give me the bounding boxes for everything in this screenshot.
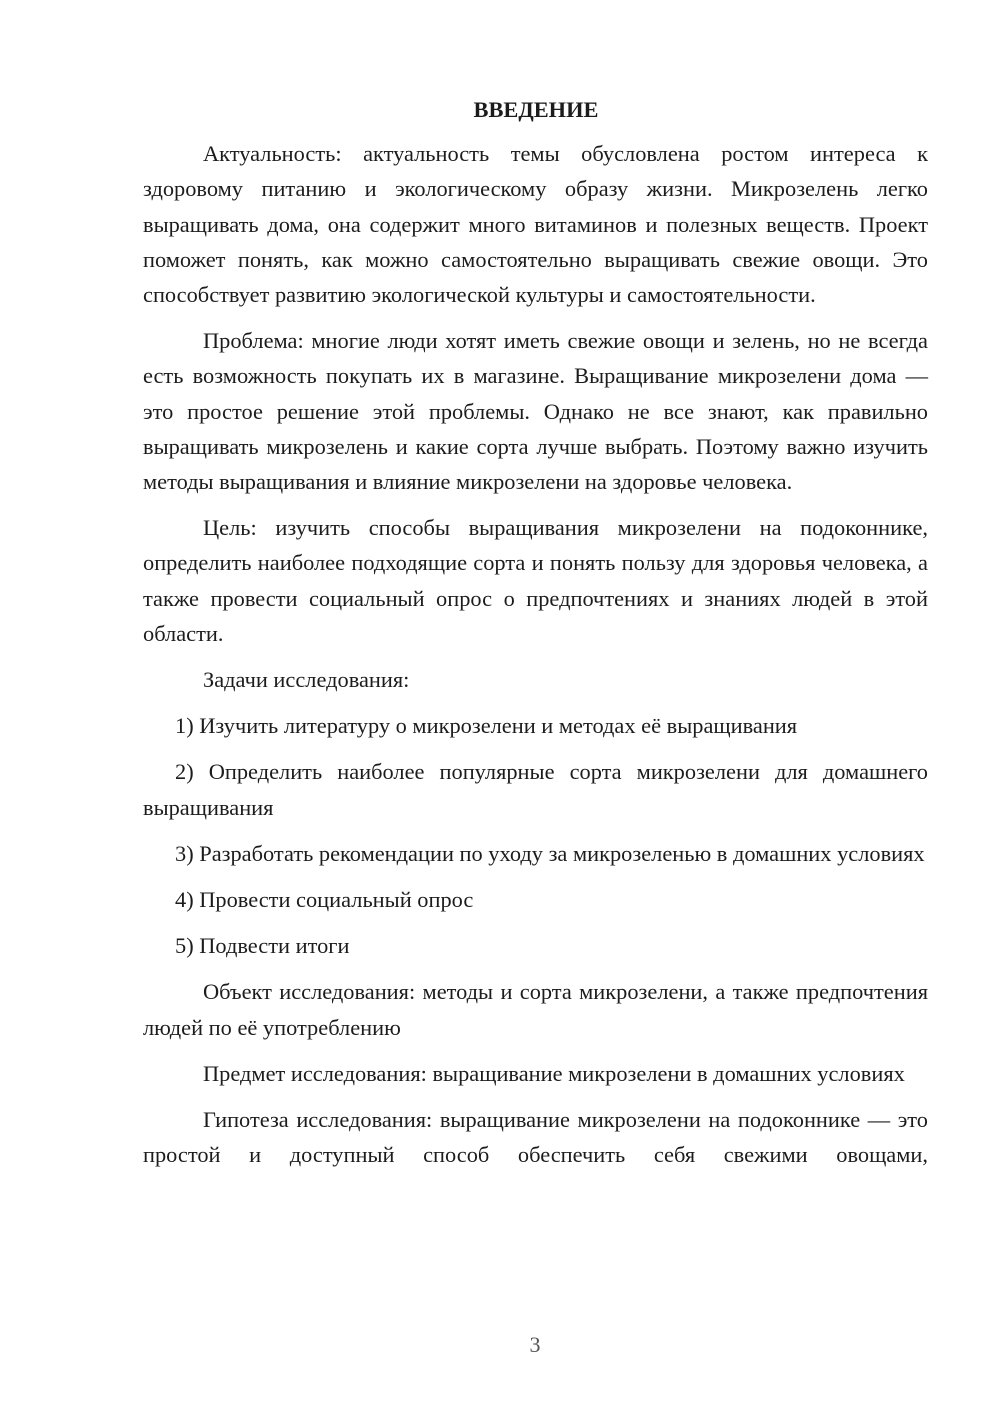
page-number: 3 bbox=[529, 1332, 541, 1357]
task-item-4: 4) Провести социальный опрос bbox=[175, 887, 474, 913]
goal-paragraph: Цель: изучить способы выращивания микрозелени на подоконнике, определить наиболее подходящие сорта и понять пользу для здоровья человека, а также провести социальный опрос о предпочтениях и знаниях людей в этой области. bbox=[143, 515, 928, 646]
hypothesis-paragraph: Гипотеза исследования: выращивание микрозелени на подоконнике — это простой и доступный способ обеспечить себя свежими овощами, bbox=[143, 1107, 928, 1168]
object-paragraph: Объект исследования: методы и сорта микрозелени, а также предпочтения людей по её употреблению bbox=[143, 979, 928, 1040]
tasks-heading: Задачи исследования: bbox=[203, 667, 410, 693]
document-page bbox=[143, 92, 928, 1183]
task-item-3: 3) Разработать рекомендации по уходу за микрозеленью в домашних условиях bbox=[175, 840, 925, 866]
subject-paragraph: Предмет исследования: выращивание микрозелени в домашних условиях bbox=[203, 1060, 905, 1086]
task-item-2: 2) Определить наиболее популярные сорта микрозелени для домашнего выращивания bbox=[143, 759, 928, 820]
task-item-5: 5) Подвести итоги bbox=[175, 933, 350, 959]
task-item-1: 1) Изучить литературу о микрозелени и методах её выращивания bbox=[175, 713, 798, 739]
page-title: ВВЕДЕНИЕ bbox=[473, 97, 599, 122]
relevance-paragraph: Актуальность: актуальность темы обусловлена ростом интереса к здоровому питанию и экологическому образу жизни. Микрозелень легко выращивать дома, она содержит много витаминов и полезных веществ. Проект поможет понять, как можно самостоятельно выращивать свежие овощи. Это способствует развитию экологической культуры и самостоятельности. bbox=[143, 141, 928, 308]
problem-paragraph: Проблема: многие люди хотят иметь свежие овощи и зелень, но не всегда есть возможность покупать их в магазине. Выращивание микрозелени дома — это простое решение этой проблемы. Однако не все знают, как правильно выращивать микрозелень и какие сорта лучше выбрать. Поэтому важно изучить методы выращивания и влияние микрозелени на здоровье человека. bbox=[143, 328, 928, 495]
